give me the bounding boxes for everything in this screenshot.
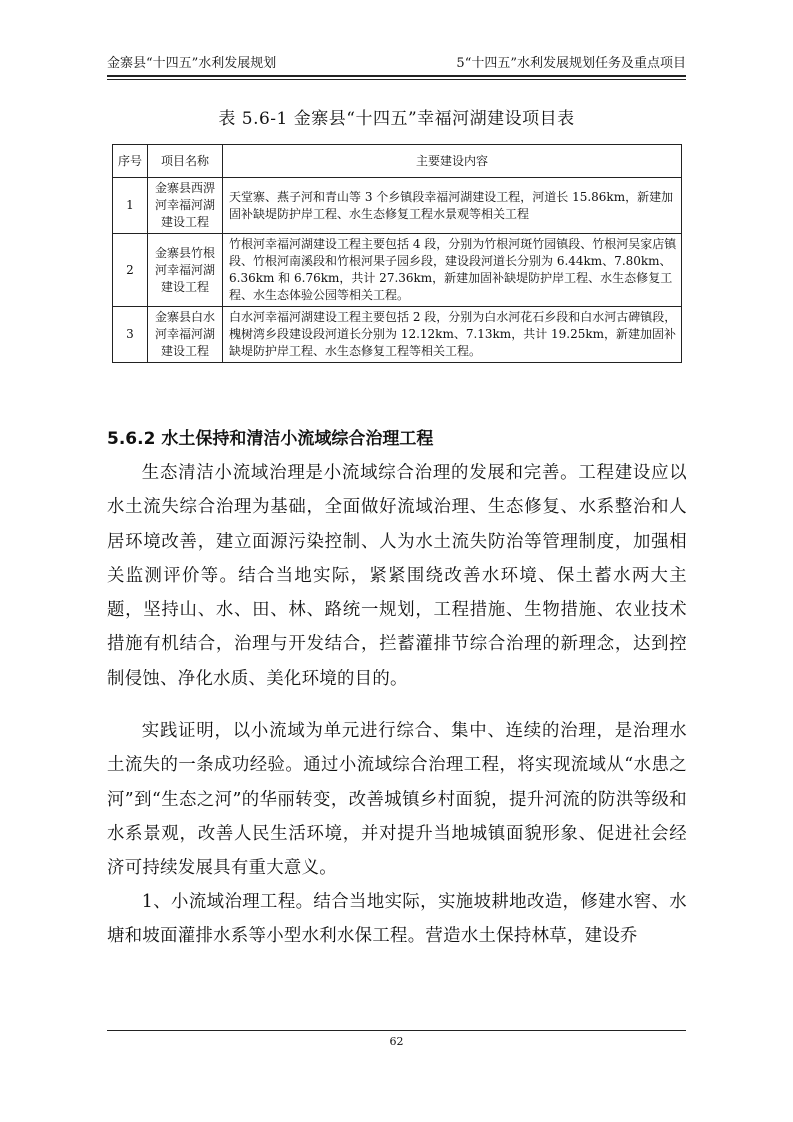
project-name: 金寨县竹根河幸福河湖建设工程 bbox=[148, 234, 223, 307]
header-rule bbox=[107, 75, 686, 77]
row-number: 3 bbox=[113, 307, 148, 363]
header-chapter-title: 5“十四五”水利发展规划任务及重点项目 bbox=[456, 56, 686, 71]
header-rule-thin bbox=[107, 79, 686, 80]
table-row bbox=[113, 234, 682, 307]
table-header-row bbox=[113, 145, 682, 178]
page-number: 62 bbox=[389, 1035, 404, 1048]
column-header-no: 序号 bbox=[113, 145, 148, 178]
body-paragraph: 生态清洁小流域治理是小流域综合治理的发展和完善。工程建设应以水土流失综合治理为基础，全面做好流域治理、生态修复、水系整治和人居环境改善，建立面源污染控制、人为水土流失防治等管理制度，加强相关监测评价等。结合当地实际，紧紧围绕改善水环境、保土蓄水两大主题，坚持山、水、田、林、路统一规划，工程措施、生物措施、农业技术措施有机结合，治理与开发结合，拦蓄灌排节综合治理的新理念，达到控制侵蚀、净化水质、美化环境的目的。 bbox=[107, 463, 687, 689]
project-content: 天堂寨、燕子河和青山等 3 个乡镇段幸福河湖建设工程，河道长 15.86km，新建加固补缺堤防护岸工程、水生态修复工程水景观等相关工程 bbox=[223, 178, 682, 234]
section-heading: 5.6.2 水土保持和清洁小流域综合治理工程 bbox=[107, 429, 434, 449]
row-number: 1 bbox=[113, 178, 148, 234]
body-paragraph: 实践证明，以小流域为单元进行综合、集中、连续的治理，是治理水土流失的一条成功经验。通过小流域综合治理工程，将实现流域从“水患之河”到“生态之河”的华丽转变，改善城镇乡村面貌，提升河流的防洪等级和水系景观，改善人民生活环境，并对提升当地城镇面貌形象、促进社会经济可持续发展具有重大意义。 bbox=[107, 721, 687, 879]
project-name: 金寨县西淠河幸福河湖建设工程 bbox=[148, 178, 223, 234]
table-title: 表 5.6-1 金寨县“十四五”幸福河湖建设项目表 bbox=[218, 109, 575, 129]
project-content: 白水河幸福河湖建设工程主要包括 2 段，分别为白水河花石乡段和白水河古碑镇段，槐树湾乡段建设段河道长分别为 12.12km、7.13km，共计 19.25km，新建加固补缺堤防护岸工程、水生态修复工程等相关工程。 bbox=[223, 307, 682, 363]
page-header bbox=[107, 52, 686, 72]
body-paragraph-block bbox=[107, 885, 687, 954]
table-row bbox=[113, 307, 682, 363]
project-name: 金寨县白水河幸福河湖建设工程 bbox=[148, 307, 223, 363]
footer-rule bbox=[107, 1030, 686, 1031]
body-paragraph-block bbox=[107, 456, 687, 696]
header-document-title: 金寨县“十四五”水利发展规划 bbox=[107, 56, 277, 71]
column-header-name: 项目名称 bbox=[148, 145, 223, 178]
body-paragraph: 1、小流域治理工程。结合当地实际，实施坡耕地改造，修建水窖、水塘和坡面灌排水系等小型水利水保工程。营造水土保持林草，建设乔 bbox=[107, 892, 687, 947]
row-number: 2 bbox=[113, 234, 148, 307]
body-paragraph-block bbox=[107, 714, 687, 885]
project-content: 竹根河幸福河湖建设工程主要包括 4 段，分别为竹根河斑竹园镇段、竹根河吴家店镇段、竹根河南溪段和竹根河果子园乡段，建设段河道长分别为 6.44km、7.80km、6.36km 和 6.76km，共计 27.36km，新建加固补缺堤防护岸工程、水生态修复工程、水生态体验公园等相关工程。 bbox=[223, 234, 682, 307]
project-table bbox=[112, 144, 682, 363]
column-header-content: 主要建设内容 bbox=[223, 145, 682, 178]
table-row bbox=[113, 178, 682, 234]
